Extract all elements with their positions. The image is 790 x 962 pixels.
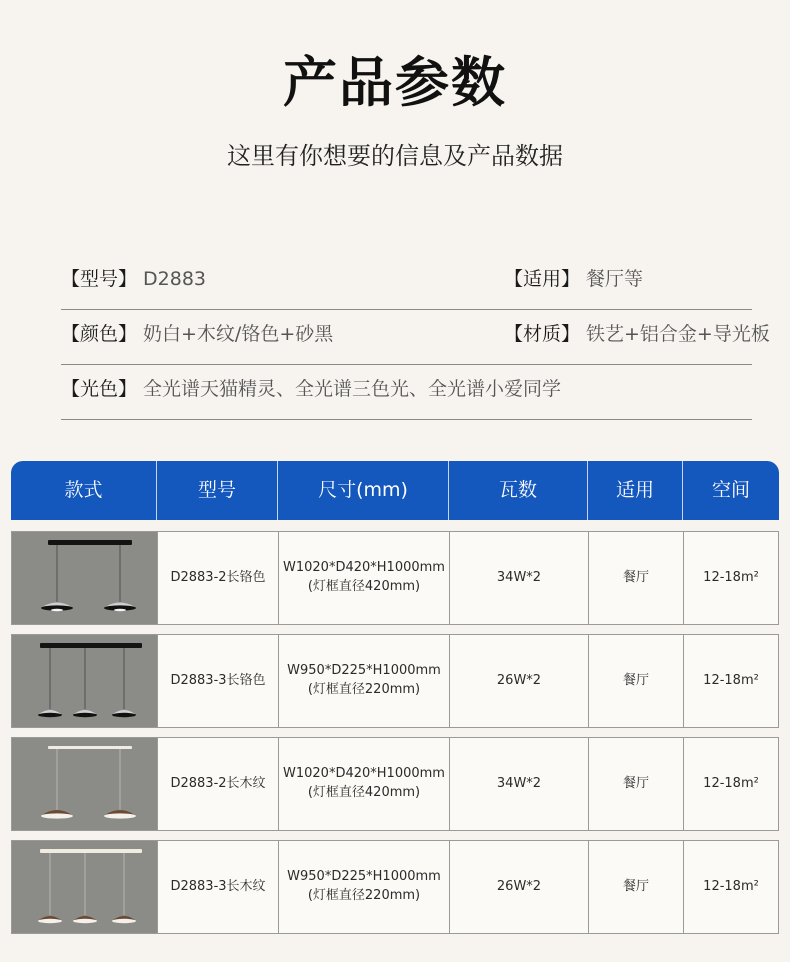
cell-model: D2883-2长铬色 (157, 532, 278, 624)
cell-size-line1: W1020*D420*H1000mm (283, 766, 445, 782)
spec-usage (504, 264, 643, 291)
cell-space: 12-18m² (683, 841, 778, 933)
product-image (12, 532, 157, 624)
page-subtitle: 这里有你想要的信息及产品数据 (227, 142, 563, 170)
th-model: 型号 (197, 479, 236, 501)
spec-model-key: 【型号】 (61, 268, 138, 290)
cell-size-line1: W950*D225*H1000mm (287, 869, 441, 885)
pendant-lamp-icon (12, 841, 157, 933)
cell-size-line2: (灯框直径420mm) (307, 579, 421, 594)
table-row (11, 737, 779, 831)
spec-usage-key: 【适用】 (504, 268, 581, 290)
cell-space: 12-18m² (683, 635, 778, 727)
cell-space: 12-18m² (683, 738, 778, 830)
spec-light-value: 全光谱天猫精灵、全光谱三色光、全光谱小爱同学 (143, 378, 562, 400)
cell-usage: 餐厅 (588, 532, 683, 624)
table-header (11, 461, 779, 520)
cell-watt: 26W*2 (449, 841, 588, 933)
product-image (12, 635, 157, 727)
spec-material-value: 铁艺+铝合金+导光板 (586, 323, 770, 345)
table-row (11, 634, 779, 728)
product-image (12, 738, 157, 830)
th-style: 款式 (64, 479, 103, 501)
spec-color (61, 319, 333, 346)
pendant-lamp-icon (12, 635, 157, 727)
th-space: 空间 (711, 479, 750, 501)
spec-color-value: 奶白+木纹/铬色+砂黑 (143, 323, 334, 345)
th-watt: 瓦数 (498, 479, 537, 501)
spec-color-key: 【颜色】 (61, 323, 138, 345)
spec-usage-value: 餐厅等 (586, 268, 644, 290)
spec-light-key: 【光色】 (61, 378, 138, 400)
cell-size-line1: W950*D225*H1000mm (287, 663, 441, 679)
spec-model-value: D2883 (143, 268, 206, 290)
cell-size (278, 635, 449, 727)
spec-model (61, 264, 206, 291)
spec-row-model-usage (61, 256, 752, 310)
spec-light (61, 374, 561, 401)
th-size: 尺寸(mm) (318, 479, 408, 501)
cell-size (278, 738, 449, 830)
table-row (11, 531, 779, 625)
cell-size (278, 841, 449, 933)
cell-size-line2: (灯框直径220mm) (307, 682, 421, 697)
cell-watt: 26W*2 (449, 635, 588, 727)
table-row (11, 840, 779, 934)
spec-material (504, 319, 770, 346)
cell-size (278, 532, 449, 624)
product-image (12, 841, 157, 933)
cell-usage: 餐厅 (588, 635, 683, 727)
spec-row-color-material (61, 311, 770, 365)
pendant-lamp-icon (12, 738, 157, 830)
cell-size-line1: W1020*D420*H1000mm (283, 560, 445, 576)
spec-material-key: 【材质】 (504, 323, 581, 345)
spec-row-light (61, 366, 752, 420)
cell-size-line2: (灯框直径220mm) (307, 888, 421, 903)
cell-model: D2883-3长铬色 (157, 635, 278, 727)
pendant-lamp-icon (12, 532, 157, 624)
page-title: 产品参数 (283, 51, 507, 114)
cell-watt: 34W*2 (449, 532, 588, 624)
cell-space: 12-18m² (683, 532, 778, 624)
th-usage: 适用 (615, 479, 654, 501)
cell-model: D2883-2长木纹 (157, 738, 278, 830)
cell-model: D2883-3长木纹 (157, 841, 278, 933)
cell-size-line2: (灯框直径420mm) (307, 785, 421, 800)
cell-usage: 餐厅 (588, 841, 683, 933)
cell-watt: 34W*2 (449, 738, 588, 830)
cell-usage: 餐厅 (588, 738, 683, 830)
